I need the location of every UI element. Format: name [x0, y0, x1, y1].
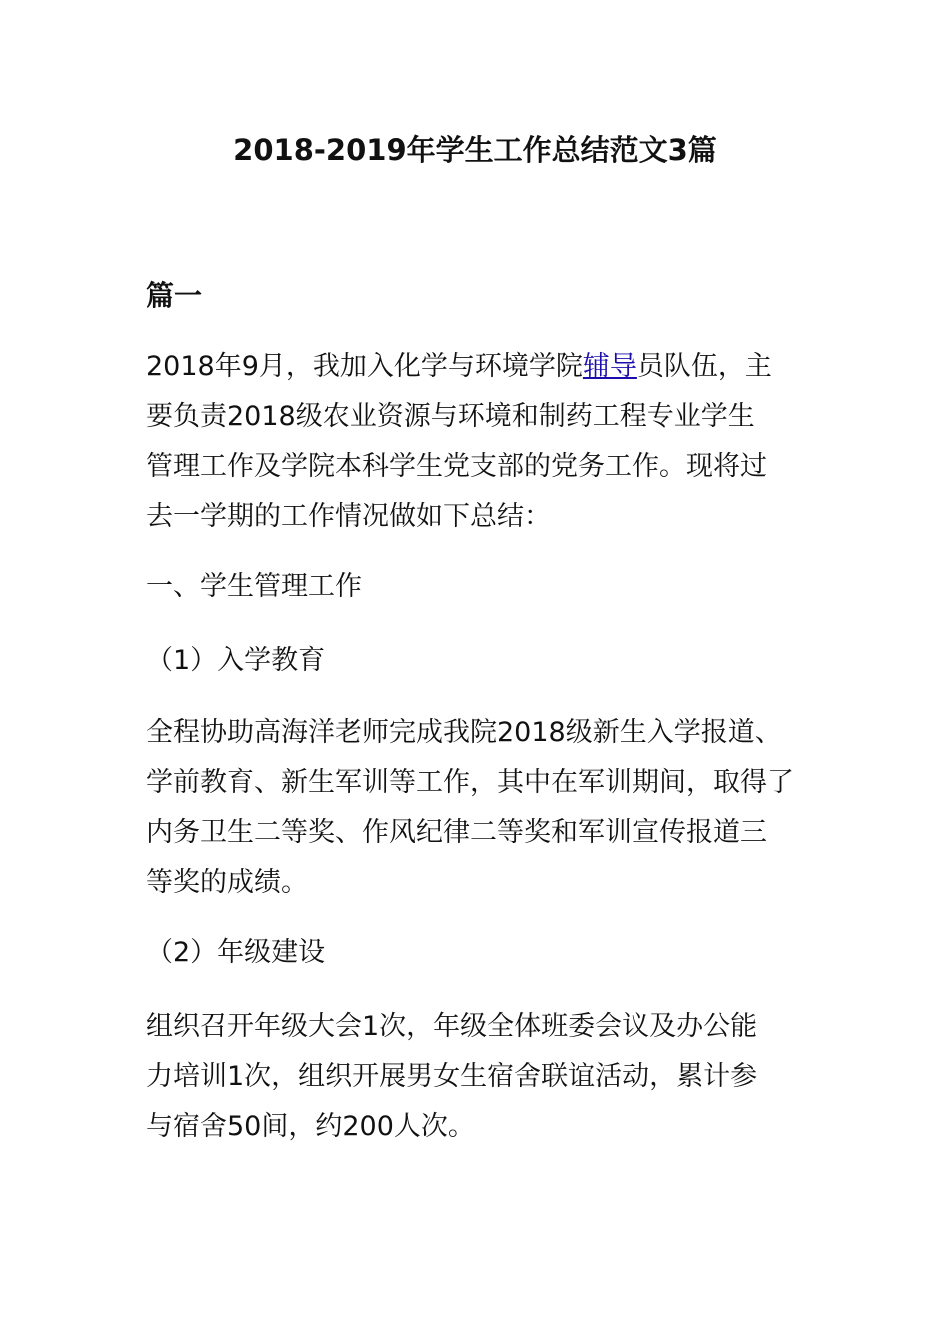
- document-title: 2018-2019年学生工作总结范文3篇: [233, 133, 717, 167]
- section-heading: 篇一: [146, 279, 203, 312]
- sub1-line-1: 全程协助高海洋老师完成我院2018级新生入学报道、: [146, 717, 782, 748]
- sub1-line-4: 等奖的成绩。: [146, 867, 308, 898]
- sub2-heading: [146, 928, 806, 978]
- counselor-link[interactable]: 辅导: [582, 351, 637, 382]
- intro-line-2: 要负责2018级农业资源与环境和制药工程专业学生: [146, 401, 755, 432]
- sub1-heading: [146, 636, 806, 686]
- part1-heading-text: 一、学生管理工作: [146, 571, 362, 602]
- sub2-line-1: 组织召开年级大会1次，年级全体班委会议及办公能: [146, 1011, 758, 1042]
- sub1-line-3: 内务卫生二等奖、作风纪律二等奖和军训宣传报道三: [146, 817, 767, 848]
- part1-heading: [146, 562, 806, 612]
- intro-line-3: 管理工作及学院本科学生党支部的党务工作。现将过: [146, 451, 767, 482]
- sub2-line-3: 与宿舍50间，约200人次。: [146, 1111, 475, 1142]
- sub1-heading-text: （1）入学教育: [146, 645, 326, 676]
- sub2-paragraph: [146, 1002, 806, 1152]
- intro-line-1: [146, 342, 806, 392]
- sub1-line-2: 学前教育、新生军训等工作，其中在军训期间，取得了: [146, 767, 794, 798]
- intro-line-4: 去一学期的工作情况做如下总结：: [146, 501, 551, 532]
- intro-paragraph: [146, 342, 806, 542]
- sub2-line-2: 力培训1次，组织开展男女生宿舍联谊活动，累计参: [146, 1061, 758, 1092]
- sub1-paragraph: [146, 708, 806, 908]
- sub2-heading-text: （2）年级建设: [146, 937, 326, 968]
- intro-text-after-link: 员队伍，主: [636, 351, 772, 382]
- intro-text-before-link: 2018年9月，我加入化学与环境学院: [146, 351, 583, 382]
